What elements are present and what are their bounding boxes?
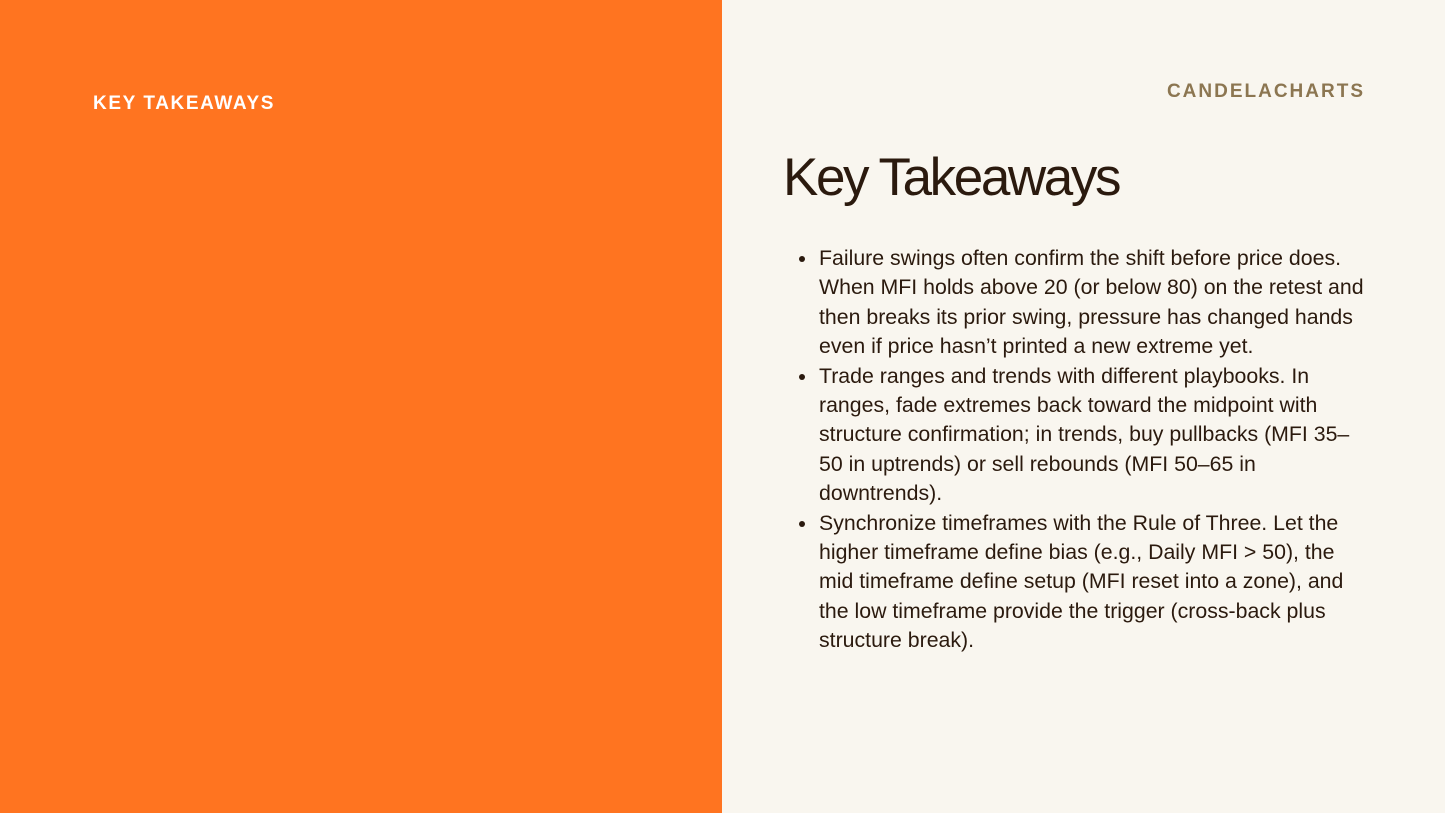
content-panel	[722, 0, 1445, 813]
list-item-text: Trade ranges and trends with different playbooks. In ranges, fade extremes back toward the midpoint with structure confirmation; in trends, buy pullbacks (MFI 35–50 in uptrends) or sell rebounds (MFI 50–65 in downtrends).	[819, 363, 1350, 506]
brand-logo-text: CANDELACHARTS	[1166, 81, 1365, 102]
page-title: Key Takeaways	[783, 148, 1120, 207]
list-item-text: Synchronize timeframes with the Rule of Three. Let the higher timeframe define bias (e.g., Daily MFI > 50), the mid timeframe define setup (MFI reset into a zone), and the low timeframe provide the trigger (cross-back plus structure break).	[819, 510, 1344, 653]
list-item	[819, 509, 1369, 656]
takeaways-list	[819, 244, 1369, 656]
list-item	[819, 244, 1369, 362]
section-label: KEY TAKEAWAYS	[93, 93, 275, 114]
bullet-icon	[799, 374, 805, 380]
bullet-icon	[799, 521, 805, 527]
bullet-icon	[799, 256, 805, 262]
accent-panel	[0, 0, 722, 813]
list-item-text: Failure swings often confirm the shift before price does. When MFI holds above 20 (or below 80) on the retest and then breaks its prior swing, pressure has changed hands even if price hasn’t printed a new extreme yet.	[819, 246, 1364, 359]
list-item	[819, 362, 1369, 509]
